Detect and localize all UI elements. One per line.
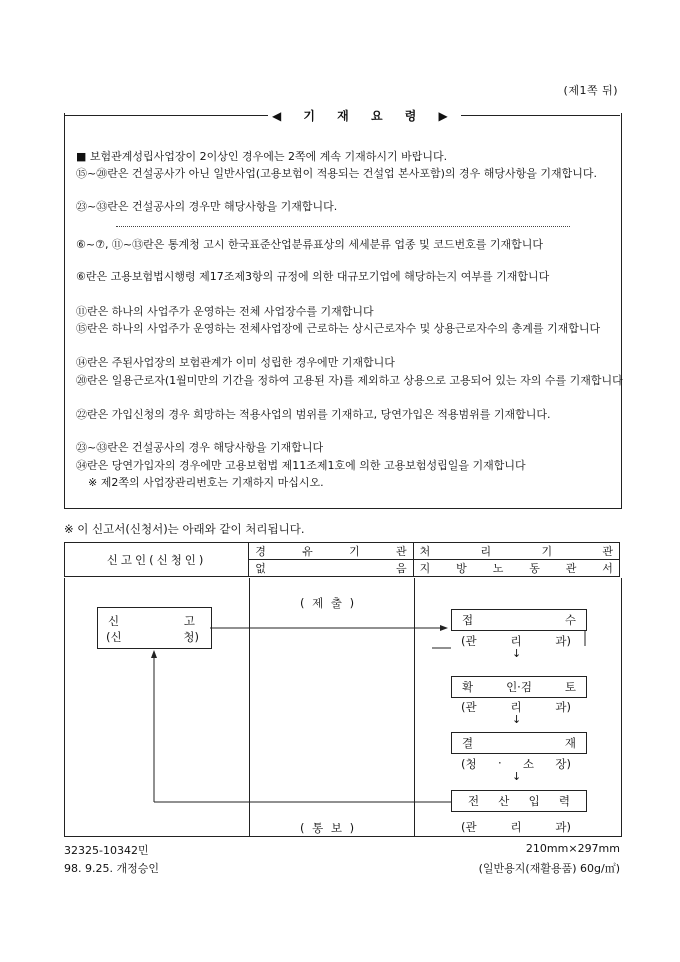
notice-title: ◀ 기 재 요 령 ▶ <box>268 107 461 124</box>
step-approve: 결 재 <box>451 732 587 754</box>
step-receive: 접 수 <box>451 609 587 631</box>
notice-item: ⑮란은 하나의 사업주가 운영하는 전체사업장에 근로하는 상시근로자수 및 상용근로자수의 총계를 기재합니다 <box>76 322 601 335</box>
arrow-down-icon: ↓ <box>512 713 522 726</box>
approval-date: 98. 9.25. 개정승인 <box>64 862 159 875</box>
step-review-dept: (관 리 과) <box>461 700 571 714</box>
form-number: 32325-10342민 <box>64 844 149 857</box>
notice-item: ⑥란은 고용보험법시행령 제17조제3항의 규정에 의한 대규모기업에 해당하는지 여부를 기재합니다 <box>76 270 550 283</box>
applicant-header: 신고인(신청인) <box>65 543 249 577</box>
applicant-box: 신 고 (신 청) <box>97 607 212 649</box>
notice-item: ⑪란은 하나의 사업주가 운영하는 전체 사업장수를 기재합니다 <box>76 305 374 318</box>
step-review: 확 인·검 토 <box>451 676 587 698</box>
arrow-down-icon: ↓ <box>512 647 522 660</box>
notice-item: ㉒란은 가입신청의 경우 희망하는 적용사업의 범위를 기재하고, 당연가입은 적용범위를 기재합니다. <box>76 408 551 421</box>
notice-intro-3: ㉓~㉝란은 건설공사의 경우만 해당사항을 기재합니다. <box>76 200 338 213</box>
process-note: ※ 이 신고서(신청서)는 아래와 같이 처리됩니다. <box>64 522 305 536</box>
notice-item: ⑥~⑦, ⑪~⑬란은 통계청 고시 한국표준산업분류표상의 세세분류 업종 및 코드번호를 기재합니다 <box>76 238 544 251</box>
paper-size: 210mm×297mm <box>525 842 620 855</box>
notice-item: ⑳란은 일용근로자(1월미만의 기간을 정하여 고용된 자)를 제외하고 상용으로 고용되어 있는 자의 수를 기재합니다 <box>76 374 623 387</box>
step-receive-dept: (관 리 과) <box>461 634 571 648</box>
notice-item: ㉓~㉝란은 건설공사의 경우 해당사항을 기재합니다 <box>76 441 324 454</box>
step-input-dept: (관 리 과) <box>461 820 571 834</box>
process-header-table: 신고인(신청인) 경 유 기 관 처 리 기 관 없 음 지 방 노 동 관 서 <box>64 542 620 577</box>
step-input: 전 산 입 력 <box>451 790 587 812</box>
step-approve-dept: (청 · 소 장) <box>461 756 571 771</box>
submit-label: ( 제 출 ) <box>300 596 357 610</box>
paper-type: (일반용지(재활용품) 60g/㎡) <box>478 862 620 875</box>
notice-intro-2: ⑮~⑳란은 건설공사가 아닌 일반사업(고용보험이 적용되는 건설업 본사포함)의 경우 해당사항을 기재합니다. <box>76 167 598 180</box>
notice-item: ※ 제2쪽의 사업장관리번호는 기재하지 마십시오. <box>88 476 324 489</box>
arrow-down-icon: ↓ <box>512 770 522 783</box>
page-label: (제1쪽 뒤) <box>563 84 618 97</box>
notify-label: ( 통 보 ) <box>300 821 357 835</box>
notice-intro-1: ■ 보험관계성립사업장이 2이상인 경우에는 2쪽에 계속 기재하시기 바랍니다. <box>76 150 448 163</box>
notice-item: ⑭란은 주된사업장의 보험관계가 이미 성립한 경우에만 기재합니다 <box>76 356 395 369</box>
notice-item: ㉞란은 당연가입자의 경우에만 고용보험법 제11조제1호에 의한 고용보험성립일을 기재합니다 <box>76 459 526 472</box>
